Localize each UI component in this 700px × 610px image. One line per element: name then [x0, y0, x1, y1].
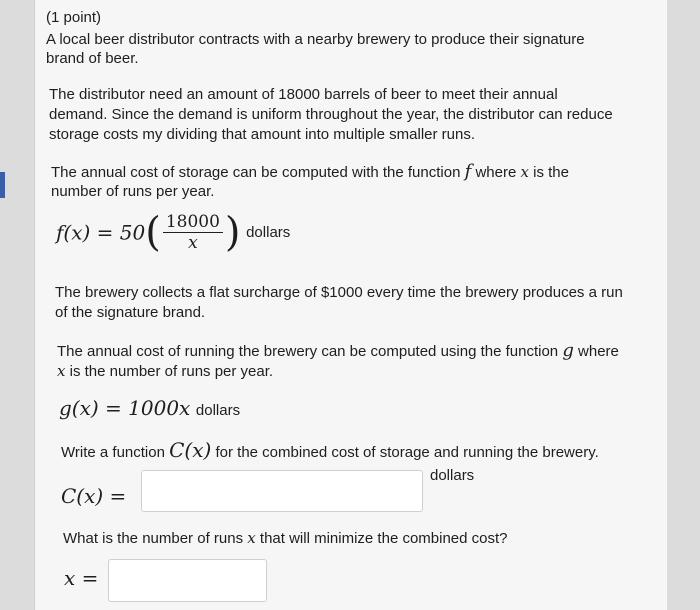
variable-x-symbol: x	[520, 163, 529, 181]
paragraph-4-line-2: of the signature brand.	[55, 304, 206, 321]
points-label: (1 point)	[46, 9, 102, 26]
paragraph-7	[63, 528, 508, 549]
left-paren: (	[145, 209, 161, 256]
fraction-numerator: 18000	[163, 212, 223, 233]
paragraph-2-line-3: storage costs my dividing that amount into multiple smaller runs.	[49, 126, 476, 143]
minimize-text-b: that will minimize the combined cost?	[259, 530, 508, 547]
function-C-symbol: C(x)	[169, 438, 212, 462]
combined-text-a: Write a function	[61, 444, 165, 461]
right-paren: )	[224, 209, 241, 256]
fraction	[163, 212, 223, 253]
paragraph-2-line-2: demand. Since the demand is uniform throughout the year, the distributor can reduce	[49, 106, 613, 123]
g-equation-lhs: g(x) = 1000x	[59, 396, 191, 420]
intro-line-1: A local beer distributor contracts with a nearby brewery to produce their signature	[46, 31, 585, 48]
x-equation-lhs: x =	[64, 566, 99, 590]
paragraph-2-line-1: The distributor need an amount of 18000 barrels of beer to meet their annual	[49, 86, 558, 103]
f-equation-lhs: f(x) = 50	[56, 220, 146, 245]
running-cost-equation	[59, 396, 240, 421]
running-text-a: The annual cost of running the brewery can be computed using the function	[57, 343, 559, 360]
answer-1-label	[61, 484, 126, 509]
variable-x-symbol-2: x	[57, 362, 66, 380]
paragraph-5-line-1	[57, 341, 619, 362]
left-accent-bar	[0, 172, 5, 198]
intro-line-2: brand of beer.	[46, 50, 139, 67]
storage-text-c: is the	[533, 164, 569, 181]
paragraph-4-line-1: The brewery collects a flat surcharge of $1000 every time the brewery produces a run	[55, 284, 623, 301]
combined-cost-input[interactable]	[141, 470, 423, 512]
combined-text-b: for the combined cost of storage and running the brewery.	[215, 444, 599, 461]
paragraph-3-line-1	[51, 162, 569, 183]
paragraph-6	[61, 440, 599, 463]
function-f-symbol: f	[464, 161, 472, 182]
variable-x-symbol-3: x	[247, 529, 256, 547]
storage-text-b: where	[475, 164, 517, 181]
storage-text-a: The annual cost of storage can be computed with the function	[51, 164, 461, 181]
g-equation-unit: dollars	[195, 402, 241, 419]
fraction-denominator: x	[188, 233, 198, 253]
running-text-b: where	[578, 343, 619, 360]
C-equation-lhs: C(x) =	[61, 484, 127, 508]
paragraph-5-line-2	[57, 361, 273, 382]
paragraph-3-line-2: number of runs per year.	[51, 183, 215, 200]
storage-cost-equation	[56, 209, 291, 256]
minimize-text-a: What is the number of runs	[63, 530, 244, 547]
answer-2-label	[64, 566, 98, 591]
answer-1-unit: dollars	[430, 467, 475, 484]
function-g-symbol: g	[562, 340, 574, 361]
runs-input[interactable]	[108, 559, 267, 602]
running-text-c: is the number of runs per year.	[69, 363, 274, 380]
f-equation-unit: dollars	[246, 224, 291, 241]
